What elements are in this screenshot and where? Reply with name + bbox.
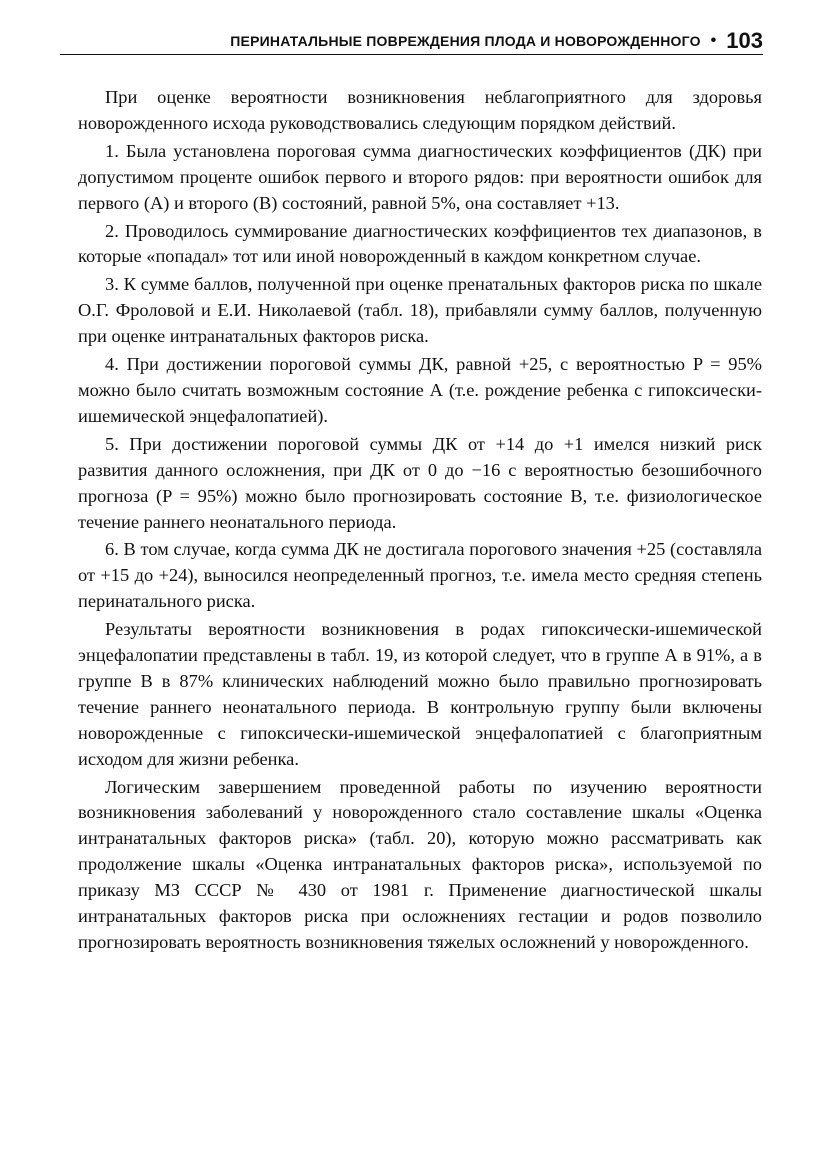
body-text	[78, 85, 762, 958]
paragraph-step-4: 4. При достижении пороговой суммы ДК, равной +25, с вероятностью P = 95% можно было считать возможным состояние А (т.е. рождение ребенка с гипоксически-ишемической энцефалопатией).	[78, 354, 762, 426]
running-title: ПЕРИНАТАЛЬНЫЕ ПОВРЕЖДЕНИЯ ПЛОДА И НОВОРОЖДЕННОГО	[230, 33, 701, 49]
paragraph-step-1: 1. Была установлена пороговая сумма диагностических коэффициентов (ДК) при допустимом проценте ошибок первого и второго рядов: при вероятности ошибок для первого (А) и второго (В) состояний, равной 5%, она составляет +13.	[78, 140, 762, 213]
paragraph-step-5: 5. При достижении пороговой суммы ДК от +14 до +1 имелся низкий риск развития данного осложнения, при ДК от 0 до −16 с вероятностью безошибочного прогноза (P = 95%) можно было прогнозировать состояние В, т.е. физиологическое течение раннего неонатального периода.	[78, 433, 762, 532]
paragraph-step-2: 2. Проводилось суммирование диагностических коэффициентов тех диапазонов, в которые «попадал» тот или иной новорожденный в каждом конкретном случае.	[78, 220, 762, 267]
page-number: 103	[726, 28, 763, 53]
header-bullet: •	[710, 32, 717, 49]
paragraph-intro: При оценке вероятности возникновения неблагоприятного для здоровья новорожденного исхода руководствовались следующим порядком действий.	[78, 87, 762, 133]
paragraph-step-6: 6. В том случае, когда сумма ДК не достигала порогового значения +25 (составляла от +15 до +24), выносился неопределенный прогноз, т.е. имела место средняя степень перинатального риска.	[78, 539, 762, 612]
page-header	[60, 28, 763, 55]
paragraph-step-3: 3. К сумме баллов, полученной при оценке пренатальных факторов риска по шкале О.Г. Фроловой и Е.И. Николаевой (табл. 18), прибавляли сумму баллов, полученную при оценке интранатальных факторов риска.	[78, 274, 762, 347]
paragraph-results: Результаты вероятности возникновения в родах гипоксически-ишемической энцефалопатии представлены в табл. 19, из которой следует, что в группе А в 91%, а в группе В в 87% клинических наблюдений можно было правильно прогнозировать течение раннего неонатального периода. В контрольную группу были включены новорожденные с гипоксически-ишемической энцефалопатией с благоприятным исходом для жизни ребенка.	[78, 619, 762, 769]
paragraph-conclusion: Логическим завершением проведенной работы по изучению вероятности возникновения заболеваний у новорожденного стало составление шкалы «Оценка интранатальных факторов риска» (табл. 20), которую можно рассматривать как продолжение шкалы «Оценка интранатальных факторов риска», используемой по приказу МЗ СССР № 430 от 1981 г. Применение диагностической шкалы интранатальных факторов риска при осложнениях гестации и родов позволило прогнозировать вероятность возникновения тяжелых осложнений у новорожденного.	[78, 776, 762, 952]
